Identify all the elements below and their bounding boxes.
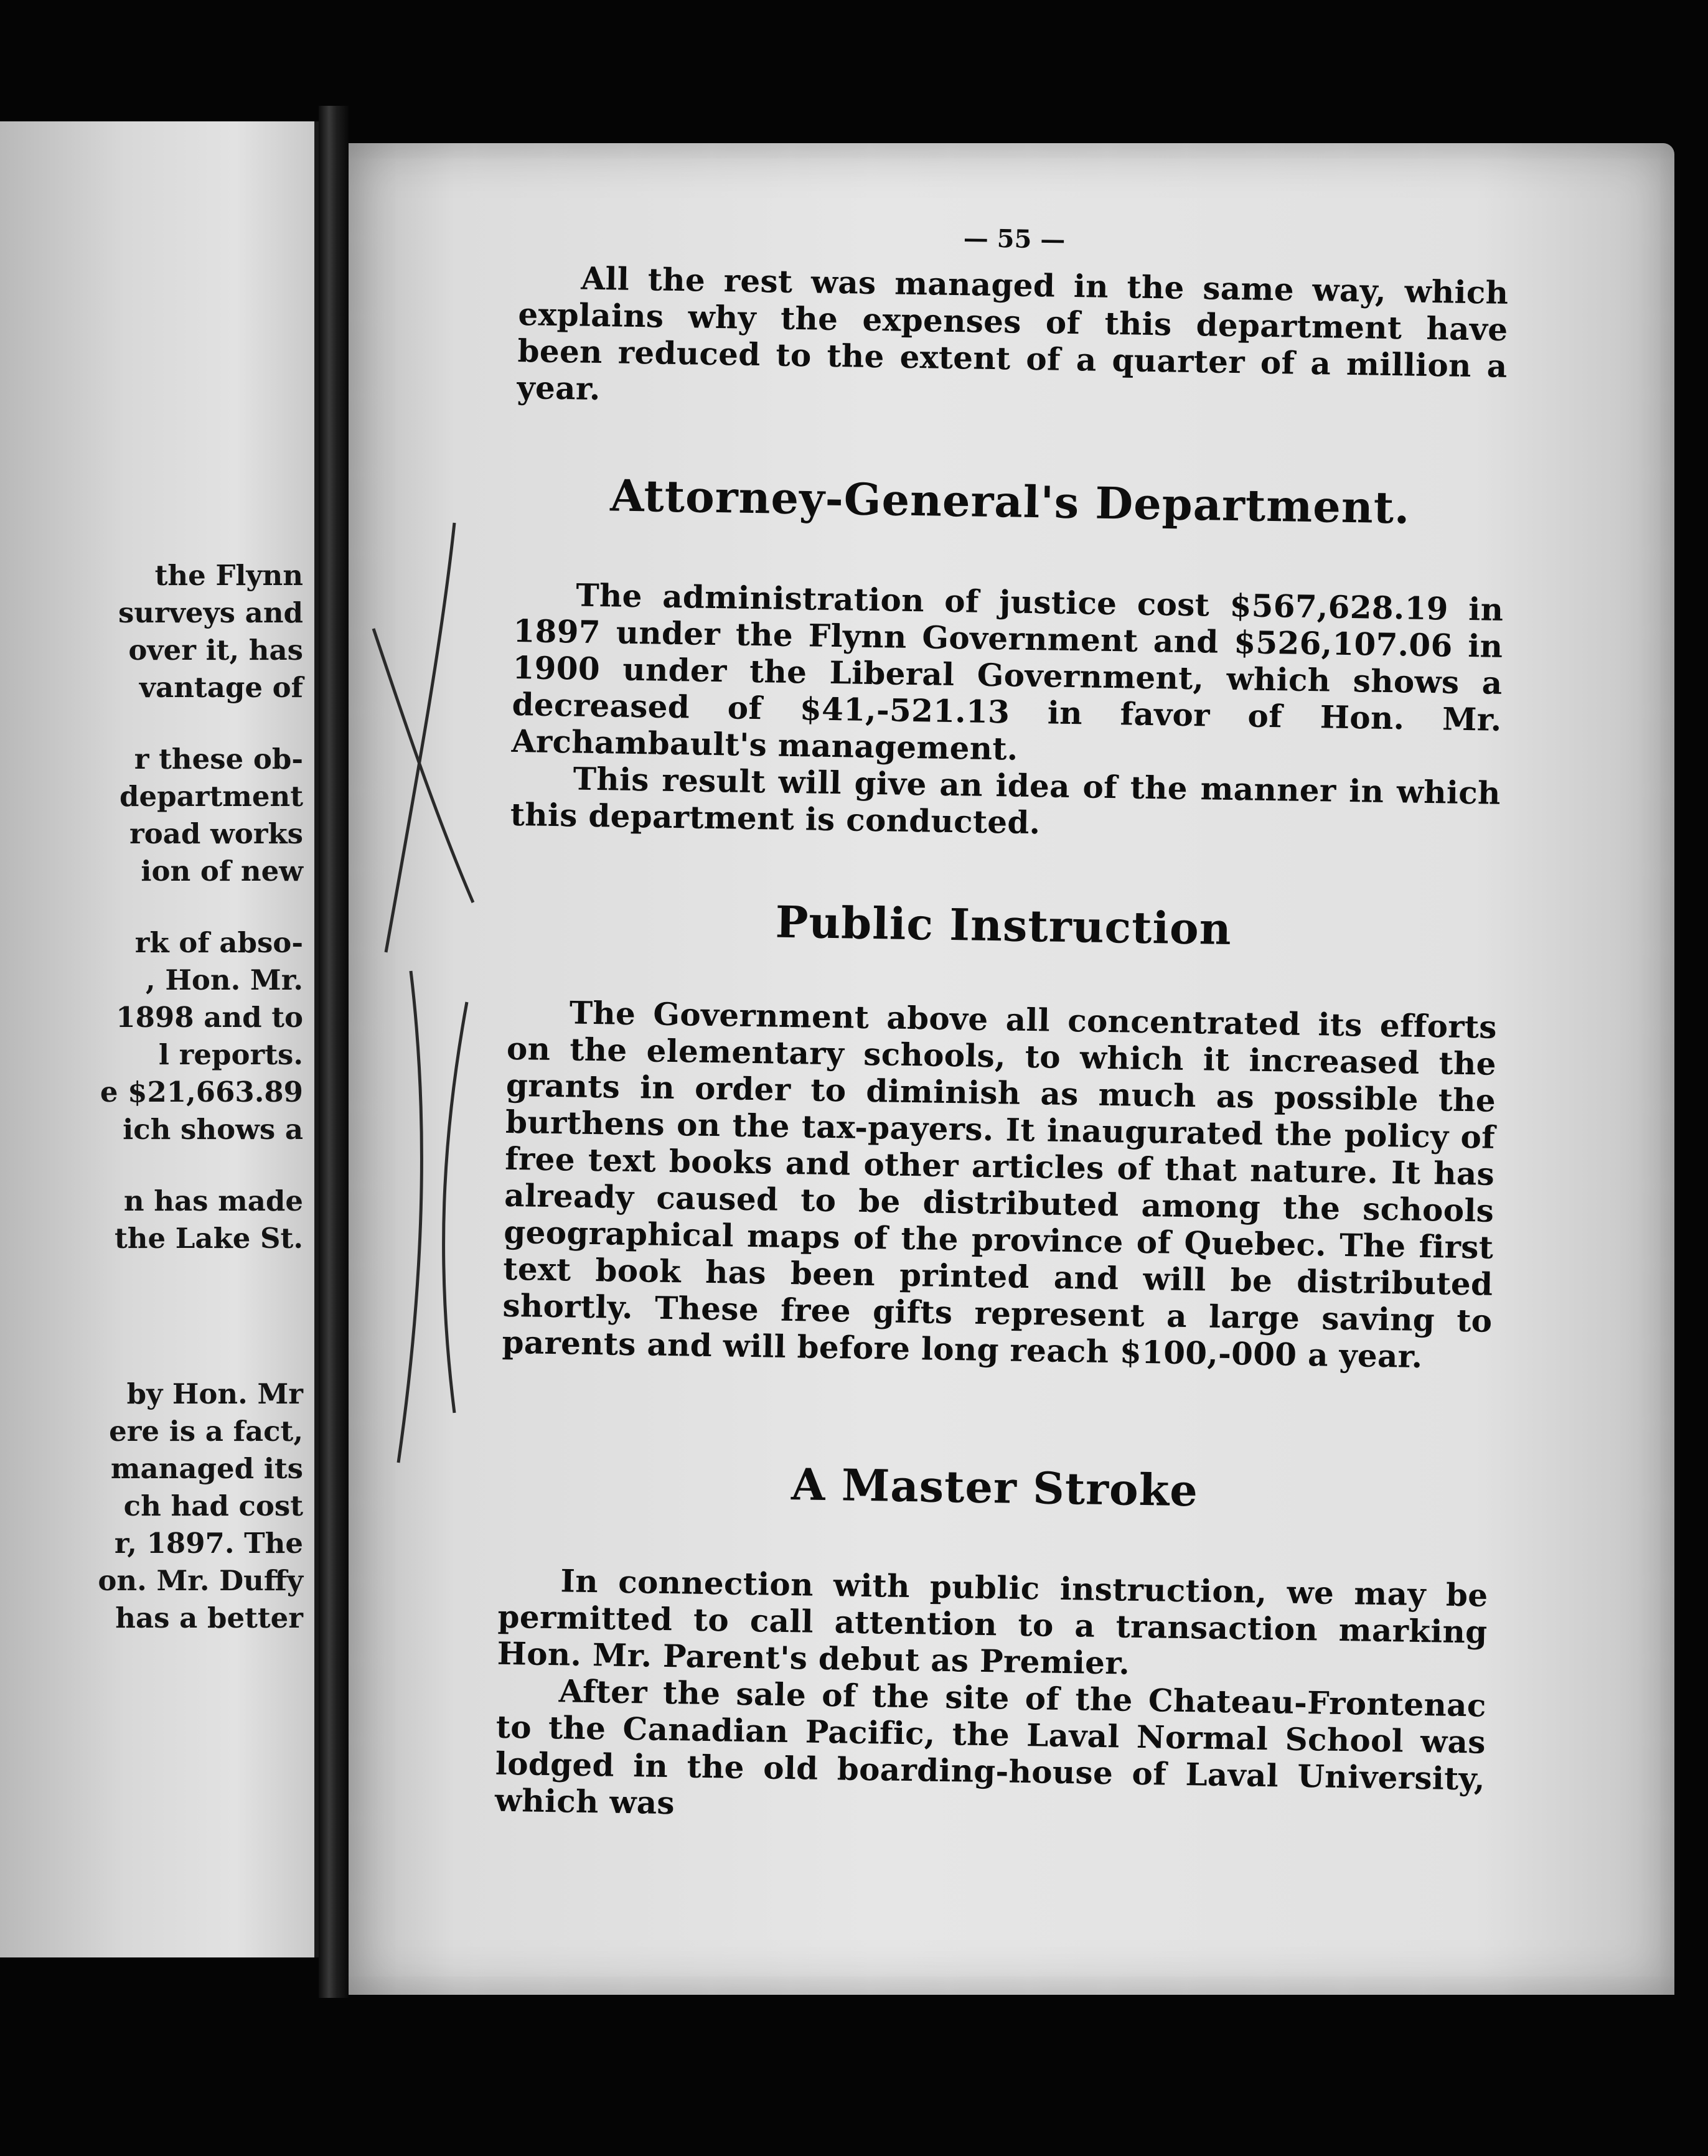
left-line: , Hon. Mr. [146, 963, 303, 996]
left-line: over it, has [128, 634, 303, 667]
left-line: ere is a fact, [109, 1415, 303, 1448]
left-line: road works [129, 817, 303, 850]
left-line: rk of abso- [134, 926, 303, 959]
paragraph: In connection with public instruction, we may be permitted to call attention to a transaction marking Hon. Mr. Parent's debut as Premier. [497, 1562, 1488, 1682]
opening-paragraph: All the rest was managed in the same way, which explains why the expenses of this department have been reduced to the extent of a quarter of a million a year. [517, 260, 1509, 408]
left-line: ch had cost [123, 1489, 303, 1522]
paragraph: The administration of justice cost $567,628.19 in 1897 under the Flynn Government and $526,107.06 in 1900 under the Liberal Government, which shows a decreased of $41,-521.13 in favor of Hon. Mr. Archambault's management. [511, 576, 1504, 767]
left-line: the Lake St. [114, 1222, 303, 1255]
left-line: r these ob- [134, 743, 303, 776]
left-page [0, 121, 321, 1957]
pencil-x-mark-icon [373, 965, 498, 1475]
left-line: managed its [110, 1452, 303, 1485]
page-content [495, 217, 1509, 1834]
left-line: l reports. [158, 1038, 303, 1071]
left-line: r, 1897. The [114, 1527, 303, 1560]
paragraph: After the sale of the site of the Chateau-Frontenac to the Canadian Pacific, the Laval Normal School was lodged in the old boarding-house of Laval University, which was [494, 1672, 1487, 1822]
paragraph: This result will give an idea of the manner in which this department is conducted. [510, 760, 1501, 841]
left-line: has a better [115, 1601, 303, 1634]
left-line: vantage of [139, 671, 303, 704]
section-heading-public-instruction: Public Instruction [775, 896, 1232, 955]
paragraph: The Government above all concentrated its efforts on the elementary schools, to which it increased the grants in order to diminish as much as possible the burthens on the tax-payers. It inaugurated the policy of free text books and other articles of that nature. It has already caused to be distributed among the schools geographical maps of the province of Quebec. The first text book has been printed and will be distributed shortly. These free gifts represent a large saving to parents and will before long reach $100,-000 a year. [502, 994, 1498, 1376]
left-line: the Flynn [154, 559, 303, 592]
section-heading-master-stroke: A Master Stroke [791, 1458, 1199, 1517]
left-line: ich shows a [123, 1113, 303, 1146]
left-line: department [120, 780, 303, 813]
page-number: — 55 — [963, 223, 1066, 255]
left-line: on. Mr. Duffy [98, 1564, 303, 1597]
left-line: e $21,663.89 [100, 1076, 303, 1108]
left-line: n has made [123, 1184, 303, 1217]
left-line: ion of new [141, 855, 303, 888]
book-gutter [319, 106, 349, 1998]
left-line: surveys and [118, 596, 303, 629]
left-page-text [54, 557, 303, 1637]
left-line: 1898 and to [116, 1001, 303, 1034]
section-heading-attorney-general: Attorney-General's Department. [609, 469, 1411, 534]
right-page [349, 143, 1674, 1995]
left-line: by Hon. Mr [126, 1377, 303, 1410]
pencil-x-mark-icon [349, 517, 498, 1002]
